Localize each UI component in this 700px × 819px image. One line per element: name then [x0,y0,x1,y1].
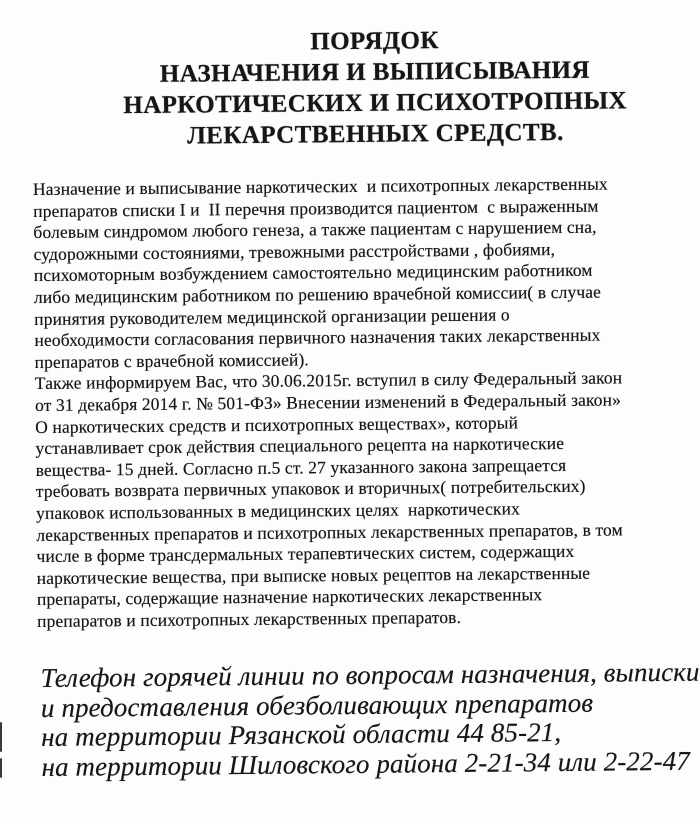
text-line: устанавливает срок действия специального рецепта на наркотические [35,433,565,459]
text-line: числе в форме трансдермальных терапевтических систем, содержащих [36,540,575,567]
text-line: О наркотических средств и психотропных веществах», который [35,411,519,437]
text-line: Телефон горячей линии по вопросам назначения, выписки [40,656,700,693]
text-line: упаковок использованных в медицинских целях наркотических [35,498,521,523]
text-line: НАРКОТИЧЕСКИХ И ПСИХОТРОПНЫХ [123,87,628,120]
text-line: требовать возврата первичных упаковок и вторичных( потребительских) [35,476,586,502]
text-line: от 31 декабря 2014 г. № 501-ФЗ» Внесении изменений в Федеральный закон» [34,389,622,415]
text-line: на территории Шиловского района 2-21-34 или 2-22-47 [41,745,690,782]
text-line: либо медицинским работником по решению врачебной комиссии( в случае [33,281,602,307]
text-line: и предоставления обезболивающих препаратов [40,687,594,723]
text-line: препараты, содержащие назначение наркотических лекарственных [36,584,543,610]
text-line: вещества- 15 дней. Согласно п.5 ст. 27 указанного закона запрещается [35,454,567,480]
text-line: препаратов с врачебной комиссией). [34,349,309,372]
text-line: НАЗНАЧЕНИЯ И ВЫПИСЫВАНИЯ [159,56,591,88]
text-line: необходимости согласования первичного назначения таких лекарственных [34,324,601,351]
scan-edge-artifact-2 [0,758,2,778]
text-line: наркотические вещества, при выписке новых рецептов на лекарственные [36,562,591,588]
text-line: препаратов списки I и II перечня производится пациентом с выраженным [33,195,599,221]
text-line: ПОРЯДОК [310,27,439,56]
text-line: лекарственных препаратов и психотропных лекарственных препаратов, в том [36,518,623,545]
text-line: судорожными состояниями, тревожными расстройствами , фобиями, [33,238,556,264]
hotline-phone-info [41,658,700,783]
document-title [24,22,700,153]
text-line: Также информируем Вас, что 30.06.2015г. вступил в силу Федеральный закон [34,367,623,394]
text-line: на территории Рязанской области 44 85-21, [41,717,562,753]
text-line: Назначение и выписывание наркотических и психотропных лекарственных [32,173,608,200]
document-body-paragraphs [33,173,700,633]
text-line: болевым синдромом любого генеза, а также пациентам с нарушением сна, [33,216,597,243]
text-line: ЛЕКАРСТВЕННЫХ СРЕДСТВ. [187,118,564,150]
text-line: психомоторным возбуждением самостоятельно медицинским работником [33,260,593,286]
text-line: препаратов и психотропных лекарственных препаратов. [37,606,462,631]
scan-edge-artifact-1 [0,722,2,752]
text-line: принятия руководителем медицинской организации решения о [34,304,510,329]
